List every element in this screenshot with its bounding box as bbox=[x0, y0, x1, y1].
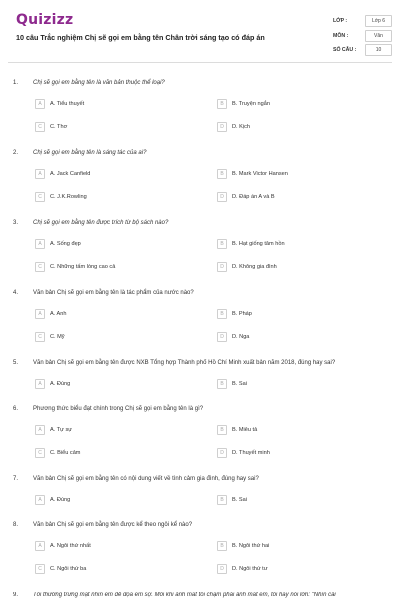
option-text: B. Hạt giống tâm hồn bbox=[232, 241, 285, 247]
question-text: Văn bản Chị sẽ gọi em bằng tên được kể theo ngôi kể nào? bbox=[33, 522, 193, 528]
question-text: Phương thức biểu đạt chính trong Chị sẽ gọi em bằng tên là gì? bbox=[33, 406, 204, 412]
option-letter-box: C bbox=[35, 262, 45, 272]
option-letter-box: C bbox=[35, 192, 45, 202]
meta-label: MÔN : bbox=[333, 32, 349, 39]
option-text: A. Ngôi thứ nhất bbox=[50, 543, 91, 549]
option-text: D. Thuyết minh bbox=[232, 450, 270, 456]
option-letter-box: A bbox=[35, 239, 45, 249]
option-letter-box: B bbox=[217, 169, 227, 179]
option-letter-box: A bbox=[35, 309, 45, 319]
option-text: A. Tiểu thuyết bbox=[50, 101, 85, 107]
meta-label: LỚP : bbox=[333, 18, 348, 24]
option-text: D. Kịch bbox=[232, 124, 251, 130]
question-item bbox=[0, 406, 400, 466]
option-letter-box: B bbox=[217, 239, 227, 249]
option-text: B. Sai bbox=[232, 497, 247, 503]
option-letter-box: A bbox=[35, 99, 45, 109]
option-letter-box: B bbox=[217, 309, 227, 319]
option-letter-box: C bbox=[35, 564, 45, 574]
meta-info bbox=[333, 15, 391, 59]
question-text: Văn bản Chị sẽ gọi em bằng tên có nội dung viết về tình cảm gia đình, đúng hay sai? bbox=[33, 476, 259, 482]
meta-value-box: 10 bbox=[365, 44, 392, 56]
meta-label: SỐ CÂU : bbox=[333, 47, 357, 53]
question-text: Tôi thường trưng mặt nhìn em để dọa em sợ. Mỗi khi ánh mắt tôi chạm phải ánh mắt em, tôi hay nói lớn: "Nhìn cái bbox=[33, 592, 336, 598]
header-divider bbox=[8, 62, 392, 63]
question-number: 5. bbox=[13, 360, 19, 366]
question-number: 4. bbox=[13, 290, 19, 296]
option-text: D. Ngôi thứ tư bbox=[232, 566, 268, 572]
option-text: D. Đáp án A và B bbox=[232, 194, 275, 200]
option-letter-box: C bbox=[35, 332, 45, 342]
option-text: A. Đúng bbox=[50, 497, 71, 503]
option-letter-box: B bbox=[217, 541, 227, 551]
option-letter-box: D bbox=[217, 448, 227, 458]
option-text: B. Ngôi thứ hai bbox=[232, 543, 270, 549]
option-text: B. Pháp bbox=[232, 311, 252, 317]
option-letter-box: C bbox=[35, 448, 45, 458]
option-text: C. Những tấm lòng cao cả bbox=[50, 264, 116, 270]
question-text: Chị sẽ gọi em bằng tên là sáng tác của ai? bbox=[33, 150, 147, 156]
option-letter-box: B bbox=[217, 379, 227, 389]
option-letter-box: A bbox=[35, 541, 45, 551]
option-letter-box: C bbox=[35, 122, 45, 132]
option-letter-box: D bbox=[217, 332, 227, 342]
option-text: B. Sai bbox=[232, 381, 247, 387]
document-title: 10 câu Trắc nghiệm Chị sẽ gọi em bằng tên Chân trời sáng tạo có đáp án bbox=[16, 33, 265, 42]
option-text: B. Truyện ngắn bbox=[232, 101, 270, 107]
option-text: C. J.K.Rowling bbox=[50, 194, 87, 200]
option-letter-box: D bbox=[217, 122, 227, 132]
question-number: 9. bbox=[13, 592, 19, 598]
option-text: A. Sống đẹp bbox=[50, 241, 81, 247]
meta-row-subject bbox=[333, 30, 391, 45]
question-number: 7. bbox=[13, 476, 19, 482]
question-item bbox=[0, 290, 400, 350]
option-text: A. Anh bbox=[50, 311, 67, 317]
option-text: B. Miêu tả bbox=[232, 427, 258, 433]
option-letter-box: A bbox=[35, 169, 45, 179]
question-item bbox=[0, 522, 400, 582]
question-item bbox=[0, 150, 400, 210]
option-letter-box: B bbox=[217, 495, 227, 505]
option-text: A. Đúng bbox=[50, 381, 71, 387]
question-text: Văn bản Chị sẽ gọi em bằng tên được NXB Tổng hợp Thành phố Hồ Chí Minh xuất bản năm 2018, đúng hay sai? bbox=[33, 360, 336, 366]
option-letter-box: A bbox=[35, 379, 45, 389]
option-text: A. Jack Canfield bbox=[50, 171, 91, 177]
question-number: 1. bbox=[13, 80, 19, 86]
option-letter-box: B bbox=[217, 425, 227, 435]
meta-value-box: Văn bbox=[365, 30, 392, 42]
question-text: Chị sẽ gọi em bằng tên được trích từ bộ sách nào? bbox=[33, 220, 169, 226]
meta-row-grade bbox=[333, 15, 391, 30]
option-letter-box: D bbox=[217, 564, 227, 574]
option-text: B. Mark Victor Hansen bbox=[232, 171, 288, 177]
option-text: C. Ngôi thứ ba bbox=[50, 566, 87, 572]
option-letter-box: D bbox=[217, 262, 227, 272]
question-number: 6. bbox=[13, 406, 19, 412]
option-text: C. Biểu cảm bbox=[50, 450, 81, 456]
question-item bbox=[0, 80, 400, 140]
option-text: C. Thơ bbox=[50, 124, 68, 130]
option-text: C. Mỹ bbox=[50, 334, 65, 340]
question-item bbox=[0, 220, 400, 280]
option-text: D. Nga bbox=[232, 334, 250, 340]
option-letter-box: D bbox=[217, 192, 227, 202]
document-header bbox=[0, 0, 400, 62]
option-letter-box: A bbox=[35, 495, 45, 505]
question-text: Văn bản Chị sẽ gọi em bằng tên là tác phẩm của nước nào? bbox=[33, 290, 194, 296]
question-number: 3. bbox=[13, 220, 19, 226]
meta-value-box: Lớp 6 bbox=[365, 15, 392, 27]
option-text: A. Tự sự bbox=[50, 427, 72, 433]
meta-row-count bbox=[333, 44, 391, 59]
option-letter-box: B bbox=[217, 99, 227, 109]
question-item bbox=[0, 592, 400, 600]
question-text: Chị sẽ gọi em bằng tên là văn bản thuộc thể loại? bbox=[33, 80, 165, 86]
question-number: 8. bbox=[13, 522, 19, 528]
option-letter-box: A bbox=[35, 425, 45, 435]
quizizz-logo: Quizizz bbox=[16, 12, 74, 28]
question-number: 2. bbox=[13, 150, 19, 156]
option-text: D. Không gia đình bbox=[232, 264, 277, 270]
